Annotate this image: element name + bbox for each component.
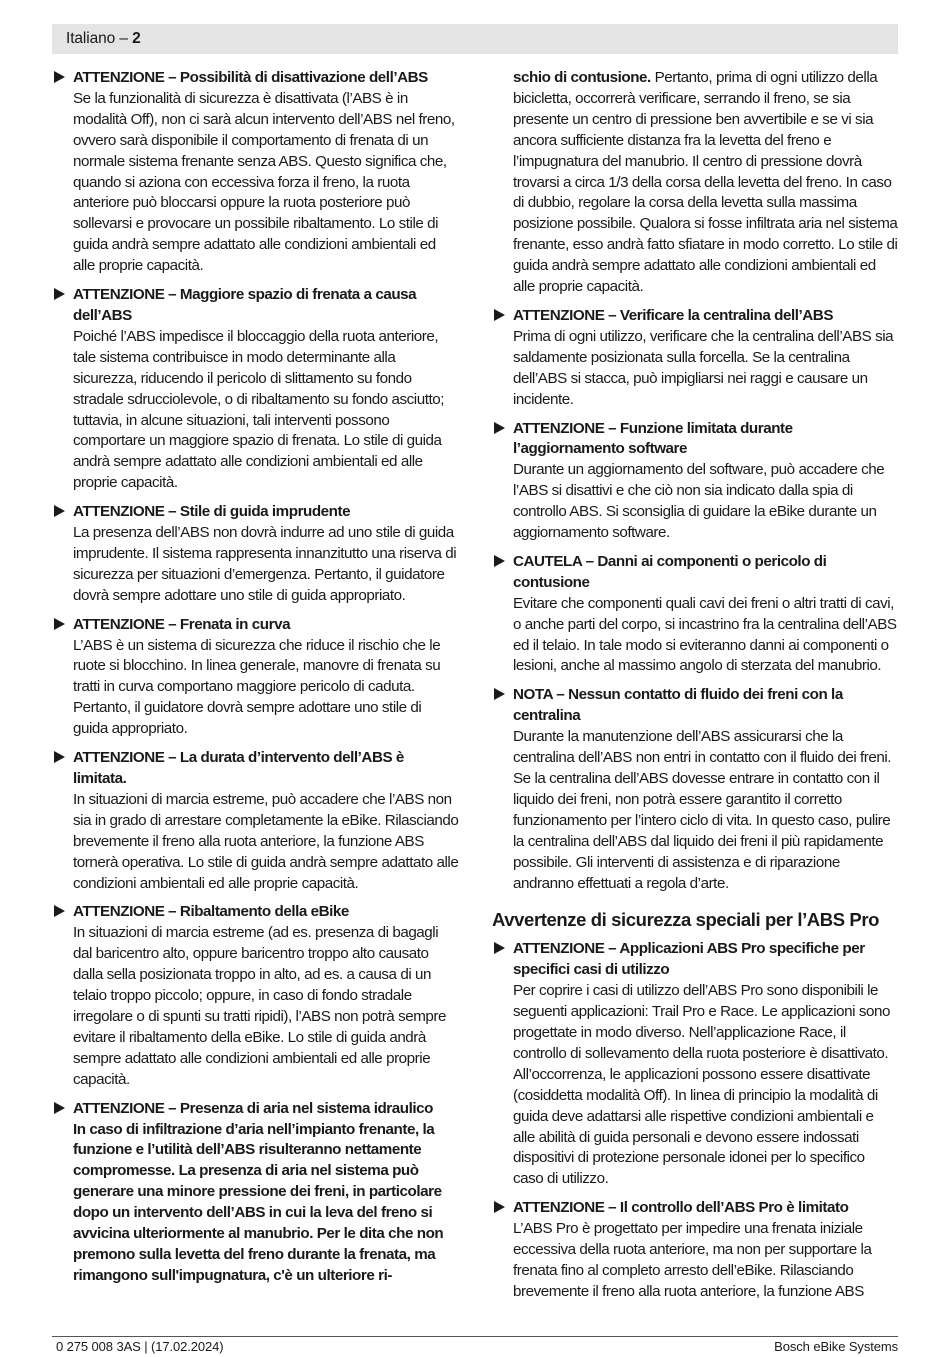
warning-body: Prima di ogni utilizzo, verificare che la centralina dell’ABS sia saldamente posizionata sulla forcella. Se la centralina dell’ABS si stacca, può impigliarsi nei raggi e causare un incidente.	[513, 327, 894, 408]
warning-title: ATTENZIONE – La durata d’intervento dell’ABS è limitata.	[73, 749, 404, 787]
warning-item	[492, 1198, 898, 1303]
warning-body: L’ABS è un sistema di sicurezza che riduce il rischio che le ruote si blocchino. In linea generale, manovre di frenata su tratti in curva comportano maggiore pericolo di caduta. Pertanto, il guidatore dovrà sempre adottare uno stile di guida appropriato.	[73, 636, 441, 738]
warning-title: ATTENZIONE – Possibilità di disattivazione dell’ABS	[73, 69, 428, 86]
caution-body: Evitare che componenti quali cavi dei freni o altri tratti di cavi, o anche parti del corpo, si incastrino fra la centralina dell’ABS ed il telaio. In tale modo si eviteranno danni ai componenti o lesioni, anche al massimo angolo di sterzata del manubrio.	[513, 594, 897, 675]
arrow-bullet-icon	[494, 309, 505, 321]
warning-item	[52, 285, 460, 494]
warning-body: La presenza dell’ABS non dovrà indurre ad uno stile di guida imprudente. Il sistema rappresenta innanzitutto una riserva di sicurezza per situazioni d’emergenza. Pertanto, il guidatore dovrà sempre adottare uno stile di guida appropriato.	[73, 524, 457, 604]
arrow-bullet-icon	[54, 1102, 65, 1114]
warning-item	[492, 306, 898, 411]
footer-brand: Bosch eBike Systems	[774, 1339, 898, 1354]
page-number: 2	[132, 30, 141, 47]
warning-body: Se la funzionalità di sicurezza è disattivata (l’ABS è in modalità Off), non ci sarà alcun intervento dell’ABS nel freno, ovvero sarà disponibile il comportamento di frenata di un normale sistema frenante senza ABS. Questo significa che, quando si aziona con eccessiva forza il freno, la ruota anteriore può bloccarsi oppure la ruota posteriore può sollevarsi e provocare un possibile ribaltamento. Lo stile di guida andrà sempre adattato alle condizioni ambientali ed alle proprie capacità.	[73, 89, 455, 275]
right-column	[492, 68, 898, 1311]
note-item	[492, 685, 898, 894]
header-language: Italiano –	[66, 30, 133, 47]
warning-item	[52, 615, 460, 740]
arrow-bullet-icon	[494, 1201, 505, 1213]
warning-item	[52, 902, 460, 1090]
warning-title: ATTENZIONE – Verificare la centralina dell’ABS	[513, 306, 834, 324]
warning-body: Per coprire i casi di utilizzo dell’ABS Pro sono disponibili le seguenti applicazioni: Trail Pro e Race. Le applicazioni sono progettate in modo diverso. Nell’applicazione Race, il controllo di sollevamento della ruota posteriore è disattivato. All’occorrenza, le applicazioni possono essere disattivate (cosiddetta modalità Off). In linea di principio la modalità di guida deve adattarsi alle rispettive condizioni ambientali e alle abilità di guida personali e devono essere indossati dispositivi di protezione personale idonei per lo specifico caso di utilizzo.	[513, 982, 890, 1188]
footer-divider	[52, 1336, 898, 1337]
warning-body: In situazioni di marcia estreme, può accadere che l’ABS non sia in grado di arrestare completamente la eBike. Rilasciando brevemente il freno alla ruota anteriore, la funzione ABS tornerà operativa. Lo stile di guida andrà sempre adattato alle condizioni ambientali ed alle proprie capacità.	[73, 790, 459, 892]
warning-title: ATTENZIONE – Applicazioni ABS Pro specifiche per specifici casi di utilizzo	[513, 940, 865, 979]
note-body: Durante la manutenzione dell’ABS assicurarsi che la centralina dell’ABS non entri in contatto con il fluido dei freni. Se la centralina dell’ABS dovesse entrare in contatto con il liquido dei freni, non potrà essere garantito il corretto funzionamento per l’intero ciclo di vita. In questo caso, pulire la centralina dell’ABS dal liquido dei freni il più rapidamente possibile. Gli interventi di assistenza e di riparazione andranno effettuati a regola d’arte.	[513, 728, 892, 892]
arrow-bullet-icon	[54, 71, 65, 83]
warning-body: In situazioni di marcia estreme (ad es. presenza di bagagli dal baricentro alto, oppure baricentro troppo alto causato dalla sella posizionata troppo in alto, ad es. a causa di un telaio troppo piccolo; oppure, in caso di fondo stradale irregolare o di spunti su tratti ripidi), l’ABS non potrà sempre evitare il ribaltamento della eBike. Lo stile di guida andrà sempre adattato alle condizioni ambientali ed alle proprie capacità.	[73, 924, 447, 1088]
warning-item	[492, 419, 898, 544]
warning-body: L’ABS Pro è progettato per impedire una frenata iniziale eccessiva della ruota anteriore, ma non per supportare la frenata fino al completo arresto dell’eBike. Rilasciando brevemente il freno alla ruota anteriore, la funzione ABS	[513, 1220, 872, 1300]
warning-body: Durante un aggiornamento del software, può accadere che l’ABS si disattivi e che ciò non sia indicato dalla spia di controllo ABS. Si sconsiglia di guidare la eBike durante un aggiornamento software.	[513, 461, 885, 542]
arrow-bullet-icon	[494, 942, 505, 954]
warning-item	[52, 748, 460, 894]
page-header	[52, 24, 898, 54]
left-column	[52, 68, 460, 1295]
warning-title: ATTENZIONE – Presenza di aria nel sistema idraulico	[73, 1099, 433, 1117]
caution-title: CAUTELA – Danni ai componenti o pericolo di contusione	[513, 552, 827, 591]
warning-title: ATTENZIONE – Stile di guida imprudente	[73, 503, 351, 521]
header-label	[52, 30, 141, 48]
footer-document-id: 0 275 008 3AS | (17.02.2024)	[56, 1339, 224, 1354]
arrow-bullet-icon	[54, 618, 65, 630]
continued-bold: schio di contusione.	[513, 69, 651, 86]
arrow-bullet-icon	[494, 555, 505, 567]
warning-item	[52, 68, 460, 277]
arrow-bullet-icon	[54, 751, 65, 763]
warning-item	[52, 1099, 460, 1287]
arrow-bullet-icon	[54, 505, 65, 517]
arrow-bullet-icon	[494, 688, 505, 700]
section-heading: Avvertenze di sicurezza speciali per l’ABS Pro	[492, 909, 880, 931]
warning-title: ATTENZIONE – Frenata in curva	[73, 615, 291, 633]
continued-text	[492, 68, 898, 298]
warning-body: In caso di infiltrazione d’aria nell’impianto frenante, la funzione e l’utilità dell’ABS risulteranno nettamente compromesse. La presenza di aria nel sistema può generare una minore pressione dei freni, in particolare dopo un intervento dell’ABS in cui la leva del freno si avvicina ulteriormente al manubrio. Per le dita che non premono sulla levetta del freno durante la frenata, ma rimangono sull'impugnatura, c'è un ulteriore ri-	[73, 1120, 444, 1284]
continued-body: Pertanto, prima di ogni utilizzo della bicicletta, occorrerà verificare, serrando il freno, se sia presente un centro di pressione ben avvertibile e se vi sia ancora sufficiente distanza fra la levetta del freno e l’impugnatura del manubrio. Il centro di pressione dovrà trovarsi a circa 1/3 della corsa della levetta del freno. In caso di dubbio, regolare la corsa della levetta sulla massima posizione possibile. Qualora si fosse infiltrata aria nel sistema frenante, esso andrà fatto sfiatare in modo corretto. Lo stile di guida andrà sempre adattato alle condizioni ambientali ed alle proprie capacità.	[513, 69, 898, 296]
note-title: NOTA – Nessun contatto di fluido dei freni con la centralina	[513, 686, 843, 725]
warning-item	[492, 939, 898, 1190]
arrow-bullet-icon	[54, 905, 65, 917]
warning-body: Poiché l’ABS impedisce il bloccaggio della ruota anteriore, tale sistema contribuisce in modo determinante alla sicurezza, riducendo il pericolo di slittamento su fondo stradale sdrucciolevole, o di ribaltamento su fondo asciutto; tuttavia, in alcune situazioni, tali interventi possono comportare un maggiore spazio di frenata. Lo stile di guida andrà sempre adattato alle condizioni ambientali ed alle proprie capacità.	[73, 327, 445, 492]
warning-item	[52, 502, 460, 607]
warning-title: ATTENZIONE – Funzione limitata durante l’aggiornamento software	[513, 419, 793, 458]
warning-title: ATTENZIONE – Il controllo dell’ABS Pro è limitato	[513, 1199, 849, 1217]
caution-item	[492, 552, 898, 677]
warning-title: ATTENZIONE – Maggiore spazio di frenata a causa dell’ABS	[73, 286, 417, 324]
arrow-bullet-icon	[494, 422, 505, 434]
arrow-bullet-icon	[54, 288, 65, 300]
warning-title: ATTENZIONE – Ribaltamento della eBike	[73, 903, 349, 921]
